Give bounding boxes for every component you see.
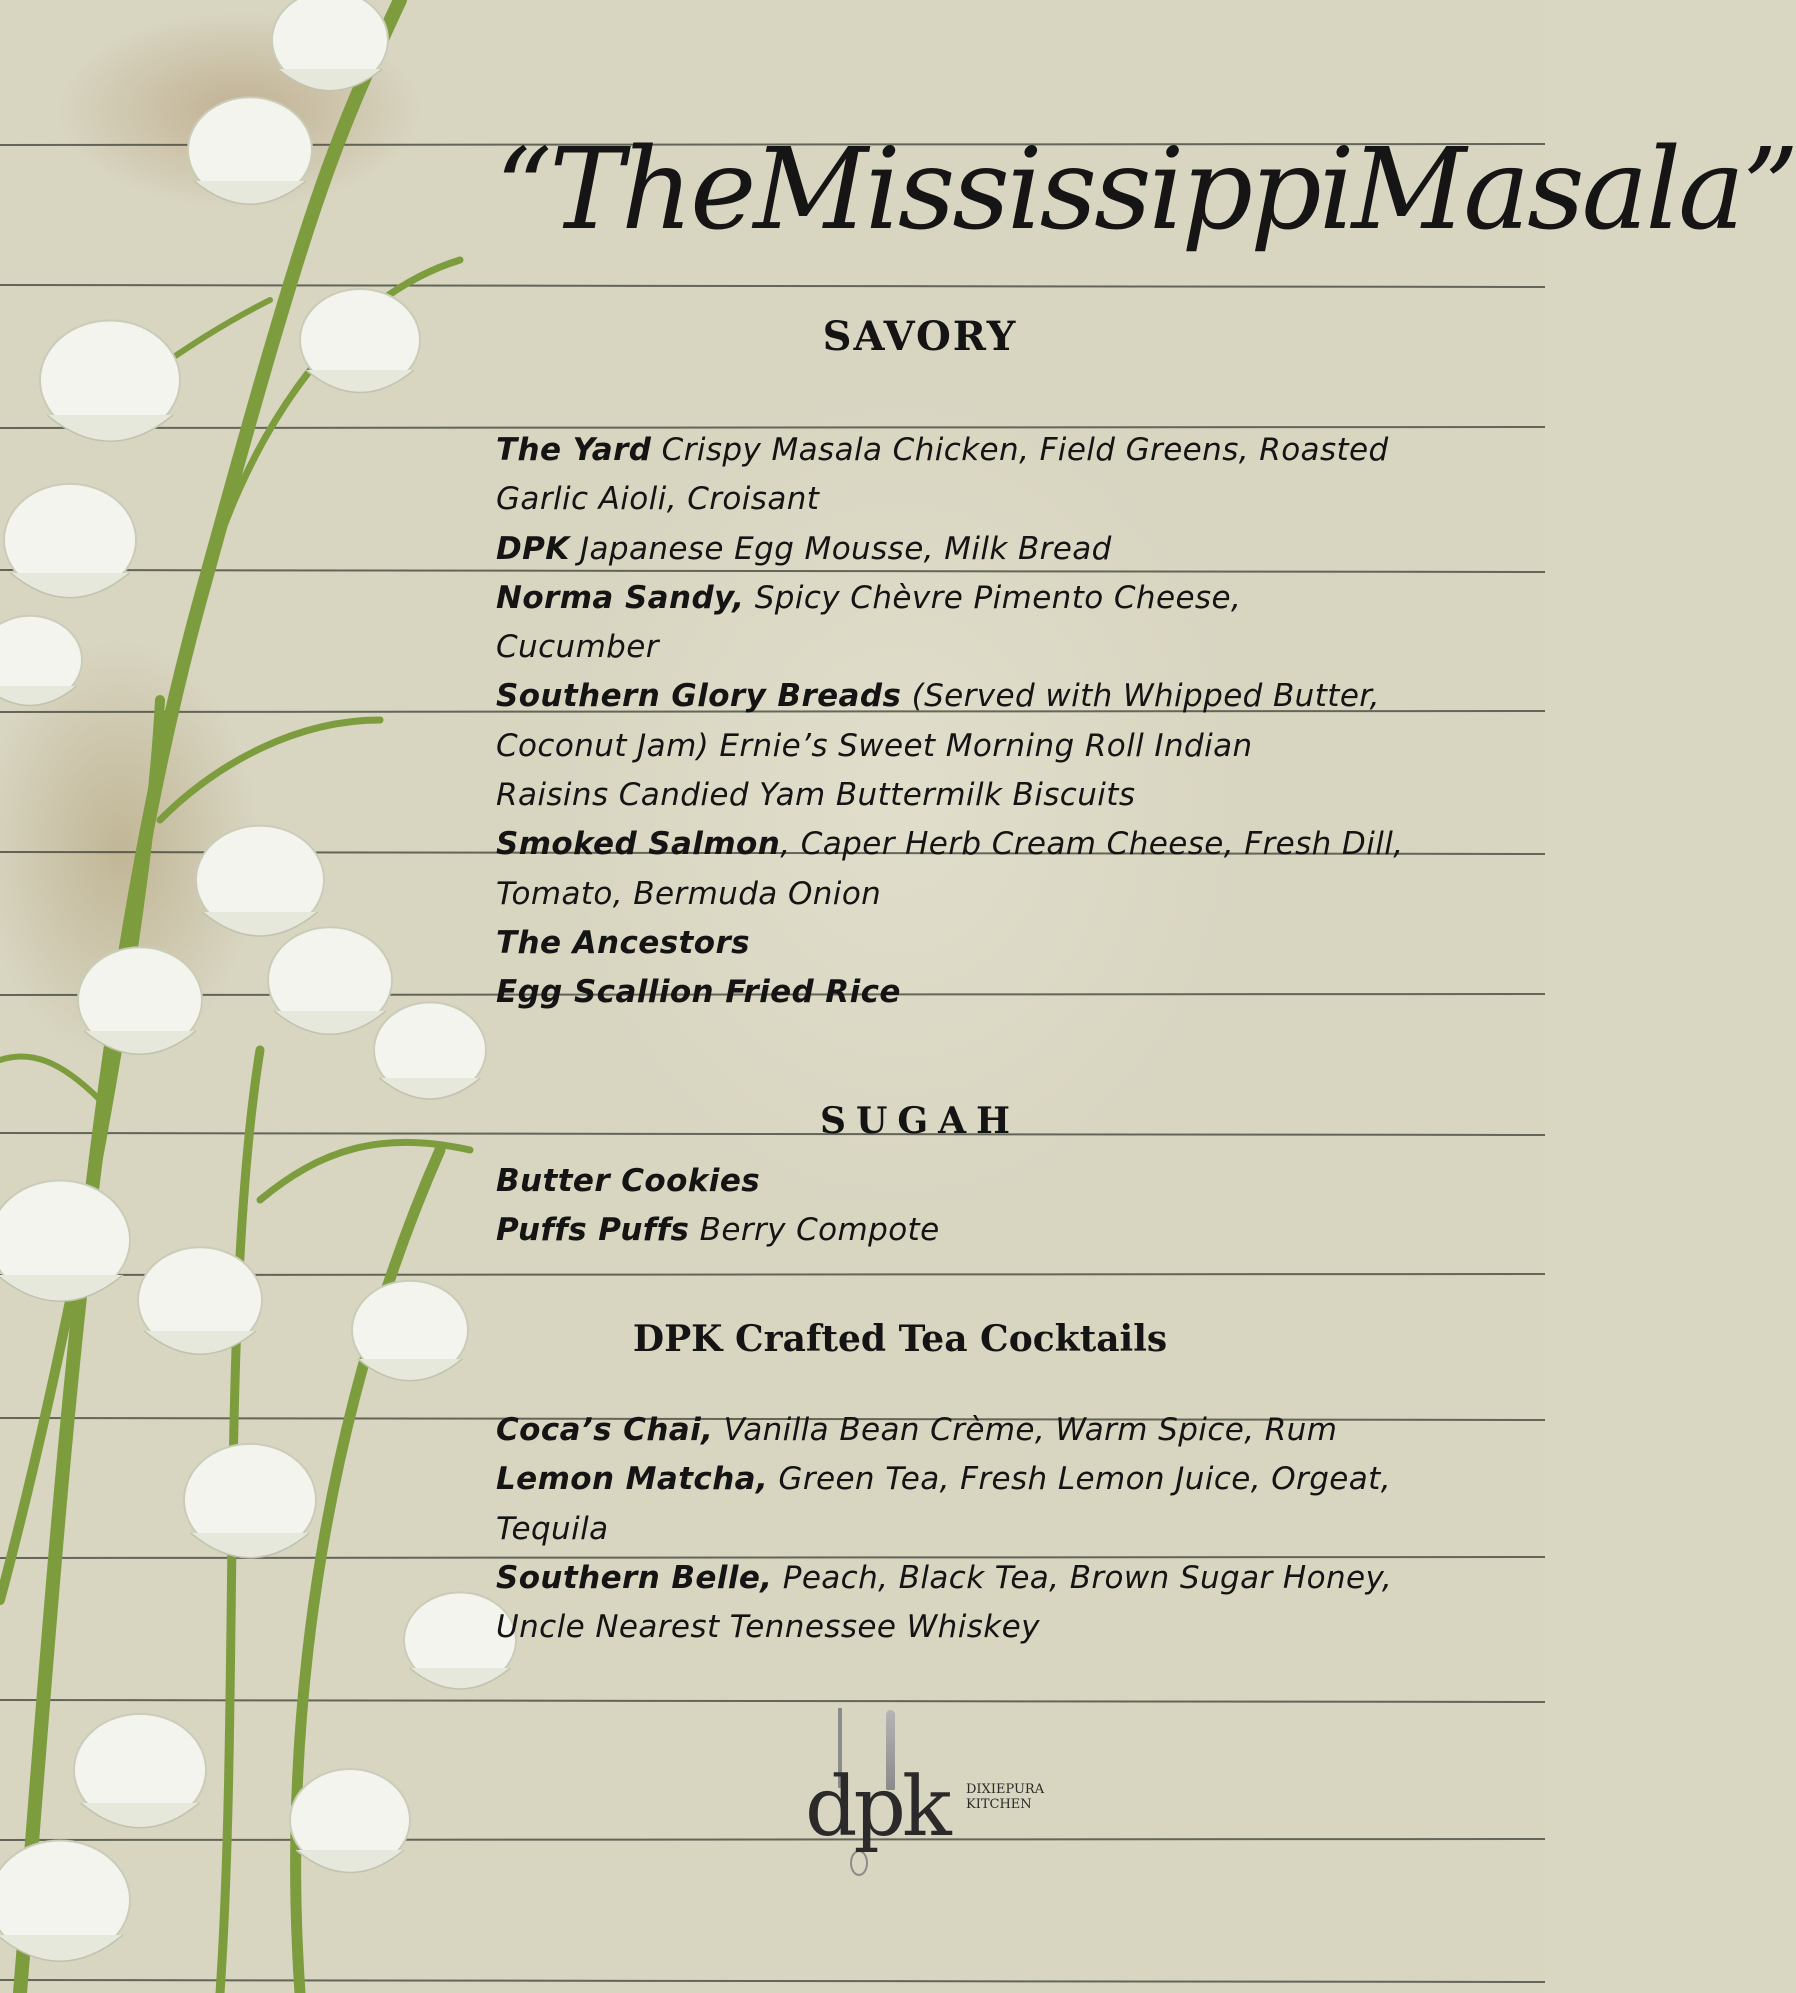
sugah-heading: SUGAH bbox=[819, 1100, 1021, 1142]
menu-item-description: Raisins Candied Yam Buttermilk Biscuits bbox=[496, 777, 1136, 814]
menu-line bbox=[496, 1406, 1476, 1455]
menu-item-name: Southern Belle, bbox=[496, 1559, 773, 1596]
lily-blossom bbox=[0, 616, 82, 706]
lily-blossom bbox=[272, 0, 388, 91]
menu-line bbox=[496, 870, 1476, 919]
lily-blossom bbox=[374, 1002, 486, 1099]
tea-cocktails-heading: DPK Crafted Tea Cocktails bbox=[632, 1318, 1168, 1360]
menu-item-description: Spicy Chèvre Pimento Cheese, bbox=[744, 579, 1242, 616]
savory-heading: SAVORY bbox=[822, 313, 1018, 360]
flower-stem bbox=[0, 1056, 100, 1100]
sugah-list bbox=[496, 1157, 1476, 1256]
menu-line bbox=[496, 672, 1476, 721]
menu-item-name: Southern Glory Breads bbox=[496, 678, 902, 715]
menu-line bbox=[496, 574, 1476, 623]
menu-item-name: Butter Cookies bbox=[496, 1163, 761, 1199]
menu-item-description: Coconut Jam) Ernie’s Sweet Morning Roll Indian bbox=[496, 727, 1253, 764]
lily-blossom bbox=[40, 321, 180, 442]
logo-mark: dpk bbox=[805, 1760, 948, 1855]
menu-line bbox=[496, 1206, 1476, 1255]
logo-brand bbox=[966, 1782, 1044, 1812]
menu-line bbox=[496, 525, 1476, 574]
menu-line bbox=[496, 1157, 1476, 1206]
menu-item-name: Lemon Matcha, bbox=[496, 1461, 769, 1498]
logo-brand-line2: KITCHEN bbox=[966, 1797, 1032, 1812]
lily-blossom bbox=[4, 484, 136, 598]
menu-line bbox=[496, 919, 1476, 968]
menu-item-description: , Caper Herb Cream Cheese, Fresh Dill, bbox=[780, 826, 1404, 863]
menu-item-description: (Served with Whipped Butter, bbox=[901, 678, 1380, 715]
lily-blossom bbox=[196, 826, 324, 936]
lily-blossom bbox=[184, 1444, 316, 1558]
menu-line bbox=[496, 968, 1476, 1017]
menu-item-description: Japanese Egg Mousse, Milk Bread bbox=[569, 530, 1112, 567]
menu-item-name: The Yard bbox=[496, 432, 652, 468]
flower-stem bbox=[0, 700, 160, 1600]
menu-item-name: The Ancestors bbox=[496, 924, 751, 961]
lily-blossom bbox=[290, 1769, 410, 1873]
menu-item-description: Garlic Aioli, Croisant bbox=[496, 481, 820, 518]
lily-blossom bbox=[188, 97, 312, 204]
lily-blossom bbox=[0, 1181, 130, 1302]
menu-item-name: DPK bbox=[496, 530, 570, 567]
lily-blossom bbox=[352, 1281, 468, 1381]
lily-blossom bbox=[74, 1714, 206, 1828]
menu-item-description: Tequila bbox=[496, 1510, 609, 1547]
menu-item-description: Vanilla Bean Crème, Warm Spice, Rum bbox=[713, 1412, 1338, 1448]
lily-blossom bbox=[268, 927, 392, 1034]
menu-line bbox=[496, 771, 1476, 820]
menu-item-name: Smoked Salmon bbox=[496, 826, 781, 863]
lily-blossom bbox=[138, 1247, 262, 1354]
menu-item-name: Egg Scallion Fried Rice bbox=[496, 974, 901, 1011]
menu-line bbox=[496, 722, 1476, 771]
menu-item-name: Norma Sandy, bbox=[496, 579, 745, 616]
menu-item-description: Cucumber bbox=[496, 629, 659, 666]
menu-line bbox=[496, 1554, 1476, 1603]
menu-line bbox=[496, 1455, 1476, 1504]
tea-cocktails-list bbox=[496, 1406, 1476, 1652]
menu-item-description: Green Tea, Fresh Lemon Juice, Orgeat, bbox=[768, 1461, 1391, 1498]
menu-line bbox=[496, 475, 1476, 524]
menu-item-description: Uncle Nearest Tennessee Whiskey bbox=[496, 1609, 1040, 1646]
lily-blossom bbox=[300, 289, 420, 393]
savory-list bbox=[496, 426, 1476, 1018]
flower-stem bbox=[160, 720, 380, 820]
menu-title: “TheMississippiMasala” bbox=[495, 125, 1796, 255]
menu-line bbox=[496, 1603, 1476, 1652]
logo-brand-line1: DIXIEPURA bbox=[966, 1782, 1045, 1797]
lily-of-the-valley-illustration bbox=[0, 0, 560, 1993]
menu-item-name: Puffs Puffs bbox=[496, 1212, 690, 1249]
menu-item-description: Tomato, Bermuda Onion bbox=[496, 875, 882, 912]
menu-item-description: Crispy Masala Chicken, Field Greens, Roasted bbox=[651, 432, 1389, 468]
lily-blossom bbox=[0, 1841, 130, 1962]
dpk-logo bbox=[790, 1700, 1045, 1890]
menu-line bbox=[496, 623, 1476, 672]
menu-line bbox=[496, 1505, 1476, 1554]
menu-line bbox=[496, 426, 1476, 475]
lily-blossom bbox=[78, 947, 202, 1054]
menu-item-description: Peach, Black Tea, Brown Sugar Honey, bbox=[772, 1559, 1393, 1596]
menu-item-name: Coca’s Chai, bbox=[496, 1412, 714, 1448]
menu-item-description: Berry Compote bbox=[689, 1212, 940, 1249]
menu-line bbox=[496, 820, 1476, 869]
